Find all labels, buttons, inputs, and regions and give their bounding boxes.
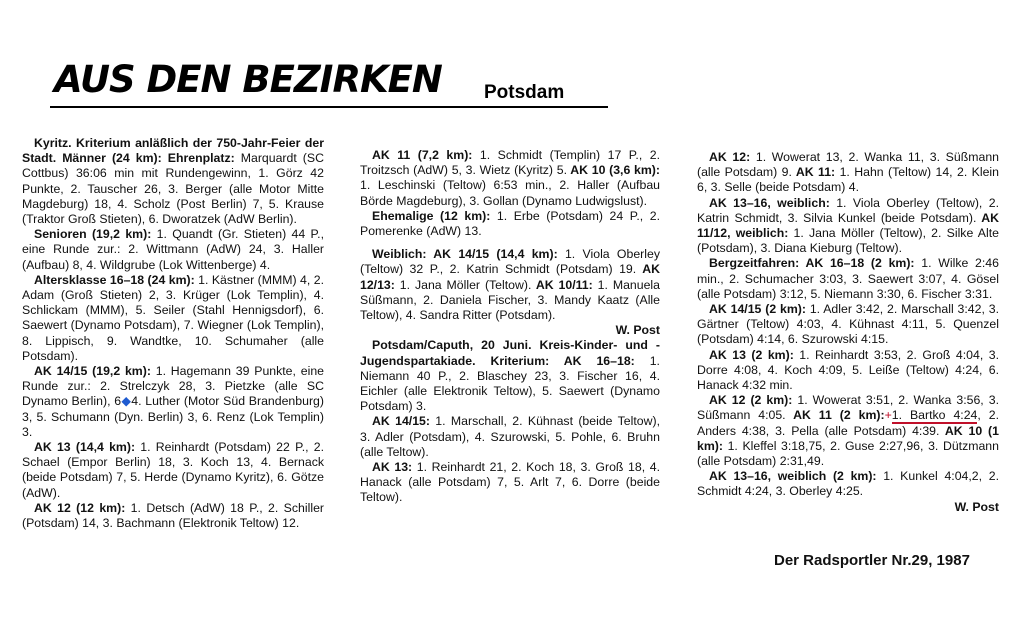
column-3 xyxy=(697,150,999,515)
bold-lead: AK 10/11: xyxy=(531,277,593,292)
body-text: 1. Quandt (Gr. Stieten) 44 P., eine Runde zur.: 2. Wittmann (AdW) 24, 3. Haller (Aufbau) 8, 4. Wildgrube (Lok Wittenberge) 4. xyxy=(22,227,324,272)
bold-lead: AK 12: xyxy=(709,150,751,164)
bold-lead: AK 13 (14,4 km): xyxy=(34,440,136,455)
paragraph-ak-12 xyxy=(22,501,324,531)
source-credit: Der Radsportler Nr.29, 1987 xyxy=(774,552,970,569)
paragraph-ak-14-15 xyxy=(360,414,660,460)
body-text: 1. Hagemann 39 Punkte, eine Runde zur.: 2. Strelczyk 28, 3. Pietzke (alle SC Dynamo Berlin), 6 xyxy=(22,364,324,409)
body-text: 1. Jana Möller (Teltow), 2. Silke Alte (Potsdam), 3. Diana Kieburg (Teltow). xyxy=(697,226,999,256)
body-text: 1. Kleffel 3:18,75, 2. Guse 2:27,96, 3. Dützmann (alle Potsdam) 2:31,49. xyxy=(697,438,999,469)
paragraph-bergzeitfahren xyxy=(697,256,999,302)
paragraph-ak-14-15 xyxy=(697,302,999,348)
paragraph-ak-13 xyxy=(22,440,324,501)
bold-lead: AK 13 (2 km): xyxy=(709,347,794,362)
article-header xyxy=(50,58,610,108)
column-2 xyxy=(360,148,660,506)
body-text: 1. Viola Oberley (Teltow) 32 P., 2. Katrin Schmidt (Potsdam) 19. xyxy=(360,247,660,277)
headline: AUS DEN BEZIRKEN xyxy=(54,58,442,101)
paragraph-potsdam-caputh xyxy=(360,338,660,414)
paragraph-ak-13 xyxy=(360,460,660,506)
bold-lead: AK 11 (2 km): xyxy=(785,408,885,423)
bold-lead: AK 11 (7,2 km): xyxy=(372,148,473,162)
bold-lead: Bergzeitfahren: AK 16–18 (2 km): xyxy=(709,256,915,271)
body-text: 1. Viola Oberley (Teltow), 2. Katrin Schmidt, 3. Silvia Kunkel (beide Potsdam). xyxy=(697,195,1000,225)
bold-lead: AK 11/12, weiblich: xyxy=(697,210,999,241)
body-text: 1. Niemann 40 P., 2. Blaschey 23, 3. Fischer 16, 4. Eichler (alle Elektronik Teltow), 5. Saewert (Dynamo Potsdam) 3. xyxy=(360,353,660,414)
bold-lead: AK 13–16, weiblich: xyxy=(709,195,830,210)
author-signature: W. Post xyxy=(615,323,660,338)
bold-lead: Kyritz. Kriterium anläßlich der 750-Jahr-Feier der Stadt. Männer (24 km): Ehrenplatz: xyxy=(22,136,324,166)
bold-lead: AK 10 (1 km): xyxy=(697,423,999,453)
body-text: 1. Wilke 2:46 min., 2. Schumacher 3:03, 3. Saewert 3:07, 4. Gösel (alle Potsdam) 3:12, 5. Niemann 3:30, 6. Fischer 3:31. xyxy=(697,256,999,301)
body-text: 4. Luther (Motor Süd Brandenburg) 3, 5. Schumann (Dyn. Berlin) 3, 6. Renz (Lok Templin) 3. xyxy=(22,394,324,439)
body-text: 1. Jana Möller (Teltow). xyxy=(394,277,532,292)
bold-lead: Weiblich: AK 14/15 (14,4 km): xyxy=(372,247,558,262)
body-text: 1. Reinhardt 3:53, 2. Groß 4:04, 3. Dorre 4:08, 4. Koch 4:09, 5. Leiße (Teltow) 4:24, 6. Hanack 4:32 min. xyxy=(697,347,999,393)
body-text: Marquardt (SC Cottbus) 36:06 min mit Rundengewinn, 1. Görz 42 Punkte, 2. Tauscher 26, 3. Berger (alle Motor Mitte Magdeburg) 18, 4. Scholz (Post Berlin) 7, 5. Krause (Traktor Groß Stieten), 6. Dworatzek (AdW Berlin). xyxy=(22,151,324,227)
header-rule xyxy=(50,106,608,108)
body-text: , 2. Anders 4:38, 3. Pella (alle Potsdam) 4:39. xyxy=(697,408,999,438)
blue-diamond-icon: ◆ xyxy=(121,394,132,409)
bold-lead: Altersklasse 16–18 (24 km): xyxy=(34,272,195,287)
bold-lead: AK 14/15 (2 km): xyxy=(709,302,806,317)
author-signature: W. Post xyxy=(954,499,999,514)
body-text: 1. Wowerat 13, 2. Wanka 11, 3. Süßmann (alle Potsdam) 9. xyxy=(697,150,999,180)
body-text: 1. Kunkel 4:04,2, 2. Schmidt 4:24, 3. Oberley 4:25. xyxy=(697,469,999,499)
bold-lead: AK 10 (3,6 km): xyxy=(567,163,660,178)
column-1 xyxy=(22,136,324,531)
body-text: 1. Schmidt (Templin) 17 P., 2. Troitzsch (AdW) 5, 3. Wietz (Kyritz) 5. xyxy=(360,148,660,178)
region-label: Potsdam xyxy=(484,82,565,103)
body-text: 1. Erbe (Potsdam) 24 P., 2. Pomerenke (AdW) 13. xyxy=(360,208,660,239)
body-text: 1. Reinhardt 21, 2. Koch 18, 3. Groß 18, 4. Hanack (alle Potsdam) 7, 5. Arlt 7, 6. Dorre (beide Teltow). xyxy=(360,460,660,505)
bold-lead: AK 12 (2 km): xyxy=(709,393,793,408)
body-text: 1. Hahn (Teltow) 14, 2. Klein 6, 3. Selle (beide Potsdam) 4. xyxy=(697,165,999,195)
paragraph-ak-11-10 xyxy=(360,148,660,209)
bold-lead: AK 13–16, weiblich (2 km): xyxy=(709,469,877,484)
bold-lead: AK 11: xyxy=(791,165,836,180)
bold-lead: AK 14/15: xyxy=(372,414,430,429)
body-text: 1. Wowerat 3:51, 2. Wanka 3:56, 3. Süßmann 4:05. xyxy=(697,393,999,423)
body-text: 1. Leschinski (Teltow) 6:53 min., 2. Haller (Aufbau Börde Magdeburg), 3. Gollan (Dynamo Ludwigslust). xyxy=(360,178,660,208)
body-text: 1. Manuela Süßmann, 2. Daniela Fischer, 3. Mandy Kaatz (Alle Teltow), 4. Sandra Ritter (Potsdam). xyxy=(360,277,660,323)
body-text: 1. Adler 3:42, 2. Marschall 3:42, 3. Gärtner (Teltow) 4:03, 4. Kühnast 4:11, 5. Quenzel (Potsdam) 4:14, 6. Szurowski 4:15. xyxy=(697,302,999,347)
paragraph-weiblich xyxy=(360,247,660,323)
paragraph-altersklasse xyxy=(22,273,324,364)
paragraph-ak-13-16-weiblich xyxy=(697,469,999,499)
body-text: 1. Reinhardt (Potsdam) 22 P., 2. Schael (Empor Berlin) 18, 3. Koch 13, 4. Bernack (beide Potsdam) 7, 5. Herde (Dynamo Kyritz), 6. Götze (AdW). xyxy=(22,440,324,500)
paragraph-ak-12-11 xyxy=(697,150,999,196)
bold-lead: Potsdam/Caputh, 20 Juni. Kreis-Kinder- und -Jugendspartakiade. Kriterium: AK 16–18: xyxy=(360,338,660,368)
paragraph-ak-14-15 xyxy=(22,364,324,440)
paragraph-ehemalige xyxy=(360,209,660,239)
paragraph-ak-12-11-10 xyxy=(697,393,999,469)
bold-lead: Senioren (19,2 km): xyxy=(34,227,152,242)
red-plus-icon: + xyxy=(884,408,892,423)
paragraph-weiblich xyxy=(697,196,999,257)
bold-lead: AK 13: xyxy=(372,460,413,475)
paragraph-ak-13 xyxy=(697,348,999,394)
body-text: 1. Detsch (AdW) 18 P., 2. Schiller (Potsdam) 14, 3. Bachmann (Elektronik Teltow) 12. xyxy=(22,500,324,531)
bold-lead: AK 12/13: xyxy=(360,262,660,292)
paragraph-kyritz xyxy=(22,136,324,227)
highlighted-result: 1. Bartko 4:24 xyxy=(891,408,978,423)
body-text: 1. Kästner (MMM) 4, 2. Adam (Groß Stieten) 2, 3. Krüger (Lok Templin), 4. Schlickam (MMM), 5. Seiler (Stahl Hennigsdorf), 6. Saewert (Dynamo Potsdam), 7. Wiegner (Lok Templin), 8. Lippisch, 9. Wandtke, 10. Schumaher (alle Potsdam). xyxy=(22,272,324,363)
paragraph-senioren xyxy=(22,227,324,273)
bold-lead: AK 14/15 (19,2 km): xyxy=(34,364,151,379)
bold-lead: Ehemalige (12 km): xyxy=(372,208,491,223)
bold-lead: AK 12 (12 km): xyxy=(34,500,126,515)
body-text: 1. Marschall, 2. Kühnast (beide Teltow), 3. Adler (Potsdam), 4. Szurowski, 5. Pohle, 6. Bruhn (alle Teltow). xyxy=(360,414,660,459)
